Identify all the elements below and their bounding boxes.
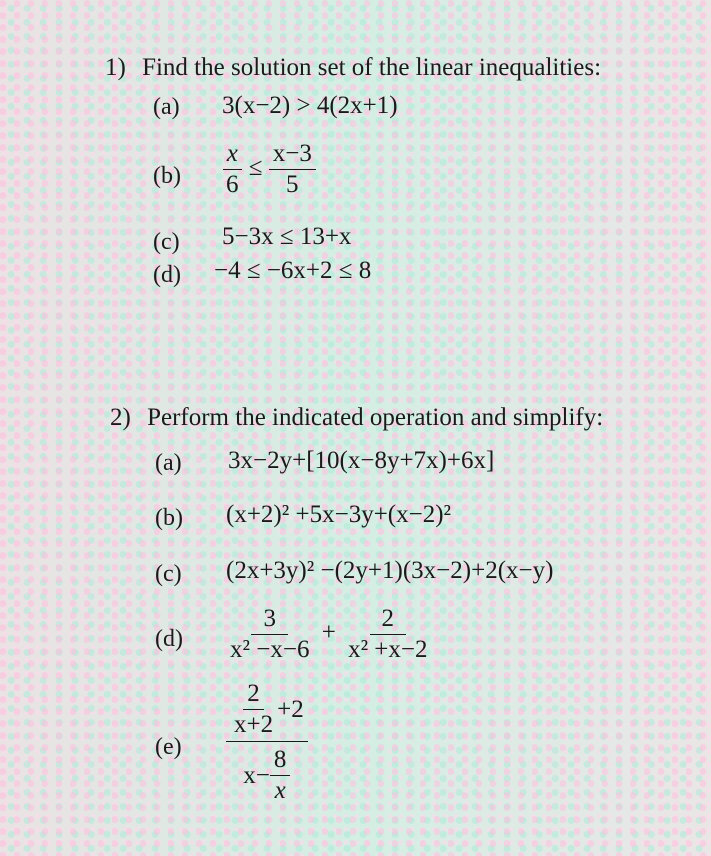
q2e-complex-fraction (226, 680, 308, 805)
q1b-right-numerator: x−3 (269, 140, 316, 170)
q1c-label: (c) (153, 229, 180, 255)
q2b-expression: (x+2)² +5x−3y+(x−2)² (226, 501, 452, 528)
q1b-expression (222, 140, 316, 199)
q1-title: Find the solution set of the linear inequalities: (142, 54, 602, 81)
q1b-left-denominator: 6 (226, 171, 239, 198)
q2d-fraction-2 (344, 605, 431, 664)
q1b-relation: ≤ (248, 154, 263, 182)
q2d-denominator-2: x² +x−2 (348, 636, 428, 663)
q1-number: 1) (105, 54, 126, 81)
q2-title: Perform the indicated operation and simplify: (147, 404, 604, 431)
q2e-label: (e) (155, 734, 182, 760)
q1b-left-numerator: x (223, 140, 242, 170)
q2d-denominator-1: x² −x−6 (230, 636, 310, 663)
q2e-inner-numerator: 2 (243, 680, 264, 710)
q2d-operator: + (321, 619, 336, 647)
q2e-numerator-tail: +2 (277, 695, 304, 723)
q1d-expression: −4 ≤ −6x+2 ≤ 8 (214, 257, 372, 284)
q2e-expression (226, 680, 308, 805)
q2e-main-numerator (226, 680, 308, 742)
q2d-label: (d) (155, 626, 183, 652)
q1b-label: (b) (153, 163, 181, 189)
q1a-expression: 3(x−2) > 4(2x+1) (222, 92, 398, 119)
q2-number: 2) (110, 404, 131, 431)
q2e-main-denominator (239, 742, 294, 805)
q2e-inner-fraction (230, 680, 277, 739)
q1b-right-fraction (269, 140, 316, 199)
q2d-numerator-2: 2 (370, 605, 407, 635)
q2b-label: (b) (155, 505, 183, 531)
q2d-numerator-1: 3 (251, 605, 288, 635)
q2c-expression: (2x+3y)² −(2y+1)(3x−2)+2(x−y) (226, 557, 554, 584)
q2a-expression: 3x−2y+[10(x−8y+7x)+6x] (228, 447, 495, 474)
q2e-denominator-fraction-denominator: x (274, 777, 286, 804)
q2e-denominator-fraction (270, 746, 291, 805)
q1b-left-fraction (222, 140, 243, 199)
q1b-right-denominator: 5 (286, 171, 299, 198)
q1d-label: (d) (153, 262, 181, 288)
q2c-label: (c) (155, 561, 182, 587)
q1-heading (105, 54, 601, 82)
q2d-expression (226, 605, 432, 664)
q2a-label: (a) (155, 450, 182, 476)
q1a-label: (a) (153, 94, 180, 120)
q2e-denominator-head: x− (243, 761, 270, 789)
q2d-fraction-1 (226, 605, 313, 664)
q2e-inner-denominator: x+2 (234, 711, 274, 738)
q2e-denominator-fraction-numerator: 8 (270, 746, 291, 776)
q2-heading (110, 404, 603, 432)
q1c-expression: 5−3x ≤ 13+x (222, 223, 352, 250)
